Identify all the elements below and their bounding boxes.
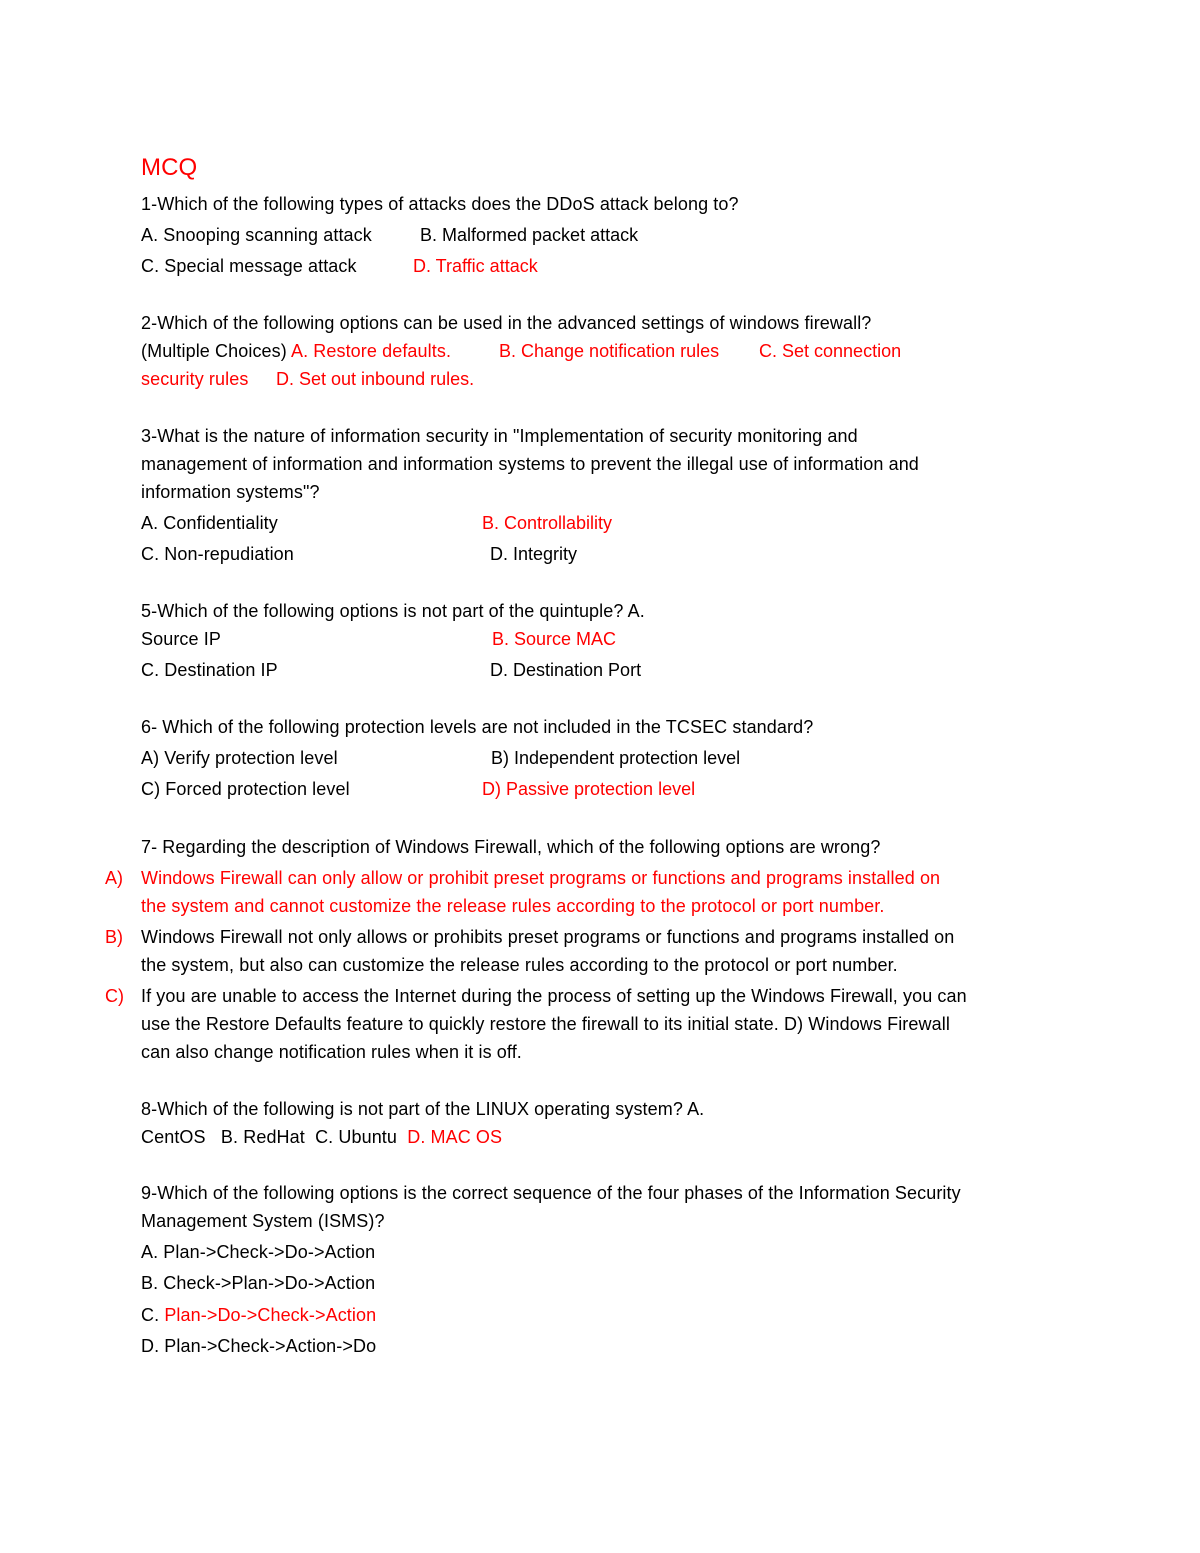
question-9-option-d: D. Plan->Check->Action->Do xyxy=(141,1336,377,1356)
question-3-option-d: D. Integrity xyxy=(490,544,578,564)
question-1-text: 1-Which of the following types of attacks does the DDoS attack belong to? xyxy=(141,194,739,214)
question-8-text: 8-Which of the following is not part of the LINUX operating system? A. xyxy=(141,1099,705,1119)
question-8-option-d-answer: D. MAC OS xyxy=(407,1127,503,1147)
question-7-option-a-answer-line-2: the system and cannot customize the release rules according to the protocol or port number. xyxy=(141,896,885,916)
question-9-option-b: B. Check->Plan->Do->Action xyxy=(141,1273,376,1293)
question-9-option-a: A. Plan->Check->Do->Action xyxy=(141,1242,376,1262)
question-8-options-line xyxy=(141,1125,502,1149)
question-2-text: 2-Which of the following options can be used in the advanced settings of windows firewall? xyxy=(141,313,872,333)
question-2-option-b-answer: B. Change notification rules xyxy=(499,341,720,361)
question-6-option-d-answer: D) Passive protection level xyxy=(482,779,696,799)
question-6-text: 6- Which of the following protection levels are not included in the TCSEC standard? xyxy=(141,717,814,737)
question-2-option-d-answer: D. Set out inbound rules. xyxy=(276,369,475,389)
question-6-option-a: A) Verify protection level xyxy=(141,748,338,768)
question-5-option-b-answer: B. Source MAC xyxy=(492,629,617,649)
question-7-marker-c: C) xyxy=(105,986,124,1006)
question-7-option-c: If you are unable to access the Internet during the process of setting up the Windows Firewall, you can xyxy=(141,986,967,1006)
question-7-text: 7- Regarding the description of Windows Firewall, which of the following options are wrong? xyxy=(141,837,881,857)
question-7-option-c-line-3: can also change notification rules when it is off. xyxy=(141,1042,522,1062)
question-7-marker-b: B) xyxy=(105,927,123,947)
question-9-option-c-answer: Plan->Do->Check->Action xyxy=(164,1305,377,1325)
question-3-option-c: C. Non-repudiation xyxy=(141,544,294,564)
question-3-text: 3-What is the nature of information security in "Implementation of security monitoring and xyxy=(141,426,858,446)
question-3-option-a: A. Confidentiality xyxy=(141,513,278,533)
question-2-option-a-answer: A. Restore defaults. xyxy=(290,341,452,361)
question-5-text: 5-Which of the following options is not part of the quintuple? A. xyxy=(141,601,645,621)
question-9-text: 9-Which of the following options is the correct sequence of the four phases of the Information Security xyxy=(141,1183,961,1203)
question-1-option-d-answer: D. Traffic attack xyxy=(413,256,538,276)
question-1-option-c: C. Special message attack xyxy=(141,256,357,276)
question-1-option-a: A. Snooping scanning attack xyxy=(141,225,372,245)
question-7-option-b: Windows Firewall not only allows or prohibits preset programs or functions and programs installed on xyxy=(141,927,955,947)
question-6-option-c: C) Forced protection level xyxy=(141,779,350,799)
question-3-text-line-3: information systems"? xyxy=(141,482,320,502)
question-3-text-line-2: management of information and information systems to prevent the illegal use of information and xyxy=(141,454,919,474)
question-3-option-b-answer: B. Controllability xyxy=(482,513,613,533)
question-8-options: CentOS B. RedHat C. Ubuntu xyxy=(141,1127,398,1147)
question-7-option-a-answer: Windows Firewall can only allow or prohibit preset programs or functions and programs installed on xyxy=(141,868,941,888)
question-9-option-c-line xyxy=(141,1303,376,1327)
page-title: MCQ xyxy=(141,154,198,181)
question-2-line-2 xyxy=(141,339,451,363)
question-7-option-b-line-2: the system, but also can customize the release rules according to the protocol or port number. xyxy=(141,955,898,975)
question-2-option-c-answer: C. Set connection xyxy=(759,341,902,361)
question-7-marker-a: A) xyxy=(105,868,123,888)
question-5-option-d: D. Destination Port xyxy=(490,660,642,680)
question-2-option-c-continued: security rules xyxy=(141,369,249,389)
question-9-option-c-label: C. xyxy=(141,1305,160,1325)
question-5-option-c: C. Destination IP xyxy=(141,660,278,680)
question-9-text-line-2: Management System (ISMS)? xyxy=(141,1211,385,1231)
question-6-option-b: B) Independent protection level xyxy=(491,748,741,768)
question-7-option-c-line-2: use the Restore Defaults feature to quickly restore the firewall to its initial state. D) Windows Firewall xyxy=(141,1014,950,1034)
question-5-option-a: Source IP xyxy=(141,629,221,649)
question-1-option-b: B. Malformed packet attack xyxy=(420,225,639,245)
question-2-prefix: (Multiple Choices) xyxy=(141,341,287,361)
